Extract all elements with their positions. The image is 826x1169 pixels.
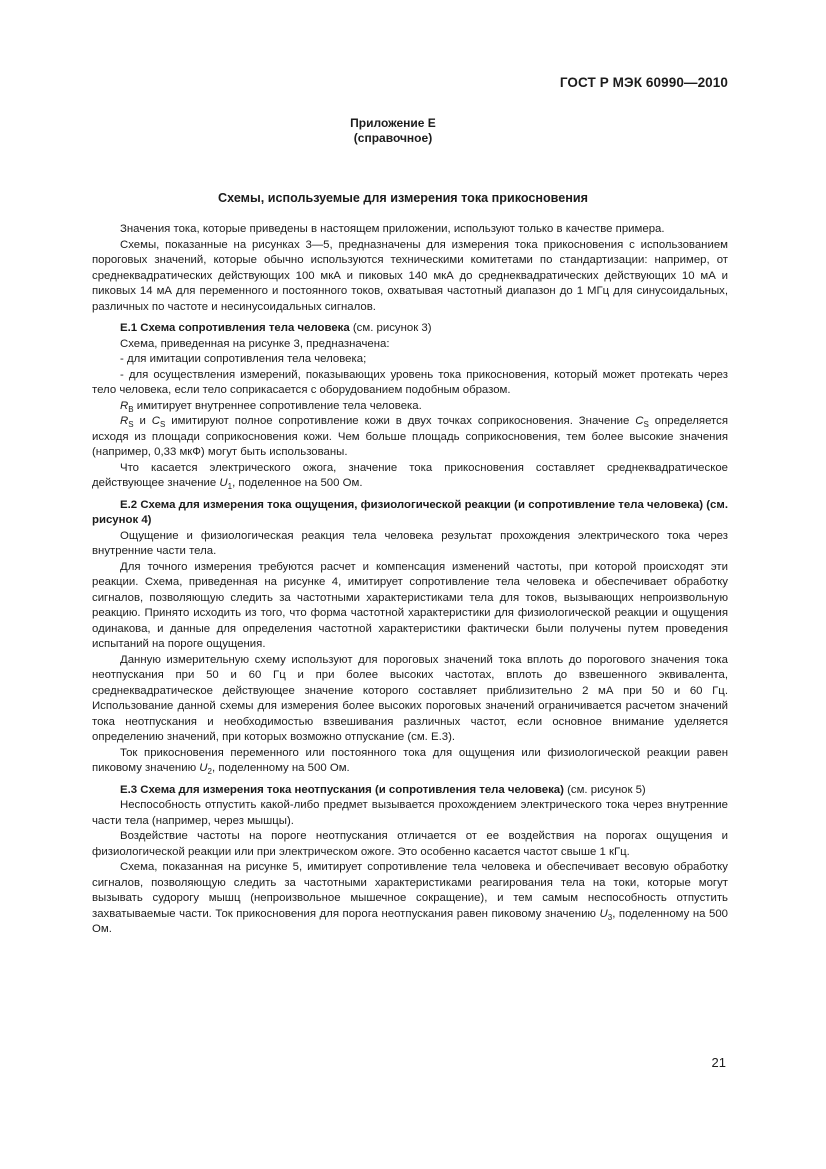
u3-subscript: 3 bbox=[607, 912, 613, 922]
rs-text-2: определяется исходя из площади соприкосновения кожи. Чем больше площадь соприкосновения, тем более высокие значения (например, 0,33 мкФ) могут быть использованы. bbox=[92, 415, 728, 458]
u2-symbol: U bbox=[199, 762, 208, 774]
e1-rb-paragraph bbox=[92, 399, 728, 415]
rb-symbol: R bbox=[120, 399, 129, 412]
appendix-heading bbox=[0, 116, 786, 146]
e3-paragraph-1: Неспособность отпустить какой-либо предмет вызывается прохождением электрического тока через внутренние части тела (например, через мышцы). bbox=[92, 799, 728, 827]
e3-p3-text-2: , поделенному на 500 Ом. bbox=[92, 907, 728, 935]
cs2-symbol: C bbox=[635, 415, 644, 427]
page-number: 21 bbox=[711, 1055, 726, 1070]
cs2-subscript: S bbox=[643, 420, 649, 429]
standard-designation: ГОСТ Р МЭК 60990—2010 bbox=[559, 75, 728, 90]
e2-paragraph-4 bbox=[92, 746, 728, 777]
e1-burn-paragraph bbox=[92, 461, 728, 492]
e1-heading bbox=[92, 321, 728, 337]
rb-text: имитирует внутреннее сопротивление тела человека. bbox=[133, 399, 422, 412]
e3-paragraph-3 bbox=[92, 860, 728, 938]
cs-subscript: S bbox=[160, 420, 166, 429]
e1-heading-ref: (см. рисунок 3) bbox=[349, 322, 432, 334]
e1-rs-paragraph bbox=[92, 414, 728, 461]
e1-paragraph-3: - для осуществления измерений, показывающих уровень тока прикосновения, который может протекать через тело человека, если тело соприкасается с оборудованием подобным образом. bbox=[92, 368, 728, 396]
e2-p4-text-1: Ток прикосновения переменного или постоянного тока для ощущения или физиологической реакции равен пиковому значению bbox=[92, 746, 728, 774]
body-text bbox=[92, 222, 728, 938]
section-title: Схемы, используемые для измерения тока прикосновения bbox=[218, 191, 588, 205]
u1-symbol: U bbox=[219, 477, 228, 489]
rs-text-1: имитируют полное сопротивление кожи в двух точках соприкосновения. Значение bbox=[165, 415, 636, 427]
e2-p4-text-2: , поделенному на 500 Ом. bbox=[211, 762, 350, 774]
rs-and: и bbox=[133, 415, 152, 427]
e1-paragraph-1: Схема, приведенная на рисунке 3, предназначена: bbox=[120, 337, 390, 350]
appendix-subtitle: (справочное) bbox=[353, 131, 433, 145]
e1-heading-text: Е.1 Схема сопротивления тела человека bbox=[120, 322, 350, 334]
e2-heading: Е.2 Схема для измерения тока ощущения, физиологической реакции (и сопротивление тела человека) (см. рисунок 4) bbox=[92, 498, 728, 526]
e2-paragraph-2: Для точного измерения требуются расчет и компенсация изменений частоты, при которой происходят эти реакции. Схема, приведенная на рисунке 4, имитирует сопротивление тела человека и обеспечивает обработку сигналов, позволяющую следить за частотными характеристиками тела для токов, вызывающих непроизвольную реакцию. Принято исходить из того, что форма частотной характеристики для физиологической реакции и ощущения одинакова, и данные для определения частотной характеристики фактически были получены путем проведения испытаний на пороге ощущения. bbox=[92, 560, 728, 650]
u1-subscript: 1 bbox=[227, 482, 233, 491]
cs-symbol: C bbox=[151, 415, 161, 427]
u2-subscript: 2 bbox=[207, 767, 212, 776]
rs-subscript: S bbox=[128, 420, 134, 429]
appendix-title: Приложение Е bbox=[350, 116, 436, 130]
e1-paragraph-2: - для имитации сопротивления тела человека; bbox=[120, 353, 367, 365]
rs-symbol: R bbox=[120, 415, 129, 427]
u3-symbol: U bbox=[599, 907, 608, 920]
burn-text-2: , поделенное на 500 Ом. bbox=[232, 477, 363, 489]
e3-heading-ref: (см. рисунок 5) bbox=[563, 783, 646, 796]
e2-paragraph-1: Ощущение и физиологическая реакция тела человека результат прохождения электрического тока через внутренние части тела. bbox=[92, 529, 728, 557]
e3-paragraph-2: Воздействие частоты на пороге неотпускания отличается от ее воздействия на порогах ощущения и физиологической реакции или при электрическом ожоге. Это особенно касается частот свыше 1 кГц. bbox=[92, 830, 728, 858]
e3-heading bbox=[92, 783, 728, 799]
e3-heading-text: Е.3 Схема для измерения тока неотпускания (и сопротивления тела человека) bbox=[120, 783, 564, 796]
intro-paragraph-2: Схемы, показанные на рисунках 3—5, предназначены для измерения тока прикосновения с использованием пороговых значений, которые обычно используются техническими комитетами по стандартизации: например, от среднеквадратических действующих 100 мкА и пиковых 140 мкА до среднеквадратических действующих 10 мА и пиковых 14 мА для переменного и постоянного токов, охватывая частотный диапазон до 1 МГц для синусоидальных, различных по частоте и несинусоидальных сигналов. bbox=[92, 238, 728, 313]
e2-paragraph-3: Данную измерительную схему используют для пороговых значений тока вплоть до порогового значения тока неотпускания при 50 и 60 Гц и при более высоких частотах, вплоть до взвешенного эквивалента, среднеквадратическое действующее значение которого составляет приблизительно 2 мА при 50 и 60 Гц. Использование данной схемы для измерения более высоких пороговых значений ограничивается расчетом значений тока неотпускания и необходимостью взвешивания различных частот, если основное внимание уделяется определению значений, при которых возможно отпускание (см. Е.3). bbox=[92, 653, 728, 743]
intro-paragraph-1: Значения тока, которые приведены в настоящем приложении, используют только в качестве примера. bbox=[120, 223, 665, 235]
burn-text-1: Что касается электрического ожога, значение тока прикосновения составляет среднеквадратическое действующее значение bbox=[92, 461, 728, 489]
rb-subscript: B bbox=[128, 404, 134, 414]
e3-p3-text-1: Схема, показанная на рисунке 5, имитирует сопротивление тела человека и обеспечивает весовую обработку сигналов, позволяющую следить за частотными характеристиками реагирования тела на токи, которые могут вызывать судорогу мышц (непроизвольное мышечное сокращение), и тем самым неспособность отпустить захватываемые части. Ток прикосновения для порога неотпускания равен пиковому значению bbox=[92, 861, 728, 920]
